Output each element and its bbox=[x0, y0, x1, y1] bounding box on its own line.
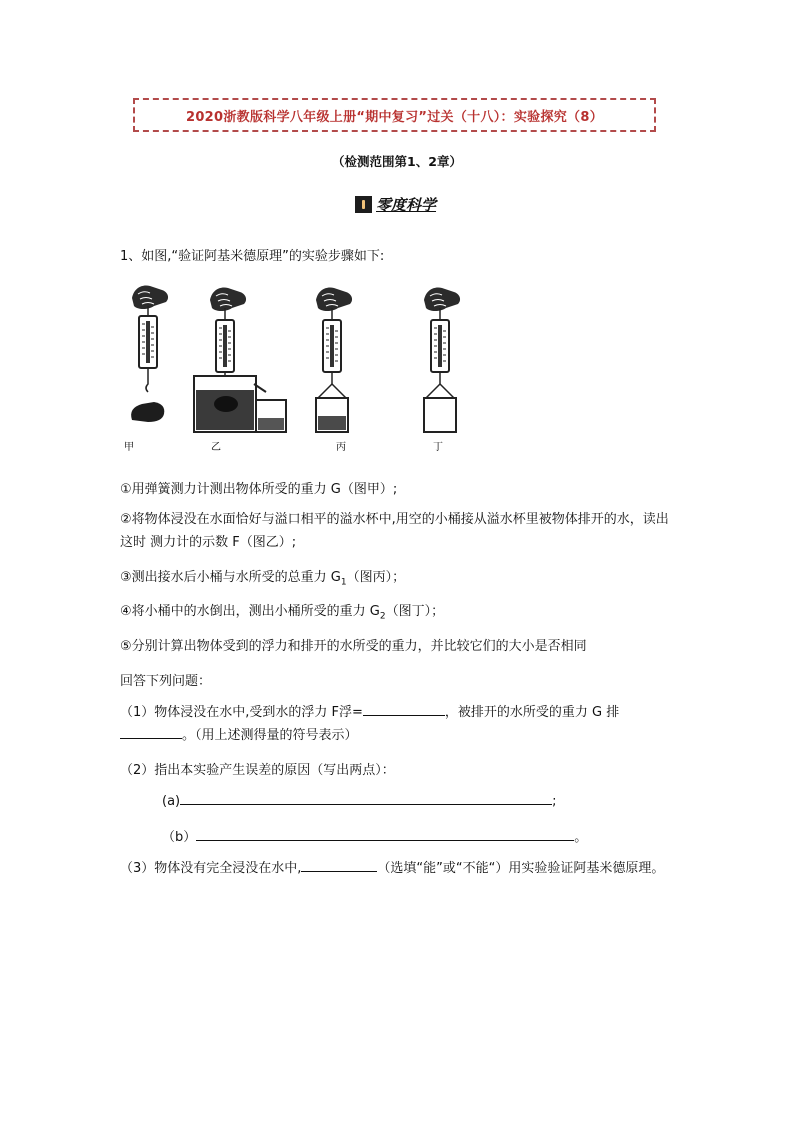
part-1-text-c: 。（用上述测得量的符号表示） bbox=[182, 728, 358, 743]
buoyancy-answer-blank[interactable] bbox=[363, 703, 445, 716]
step-2: ②将物体浸没在水面恰好与溢口相平的溢水杯中,用空的小桶接从溢水杯里被物体排开的水，读出这时 测力计的示数 F（图乙）; bbox=[120, 512, 669, 550]
step-3 bbox=[120, 566, 405, 588]
part-2-b-end: 。 bbox=[574, 830, 588, 845]
figure-label-bing: 丙 bbox=[336, 442, 346, 453]
experiment-figure bbox=[120, 280, 480, 460]
page-title: 2020浙教版科学八年级上册“期中复习”过关（十八）：实验探究（8） bbox=[185, 109, 603, 125]
step-1: ①用弹簧测力计测出物体所受的重力 G（图甲）; bbox=[120, 482, 398, 497]
step-4-sub: 2 bbox=[379, 611, 386, 622]
step-4-text: ④将小桶中的水倒出，测出小桶所受的重力 G bbox=[120, 604, 380, 619]
step-5: ⑤分别计算出物体受到的浮力和排开的水所受的重力，并比较它们的大小是否相同 bbox=[120, 639, 587, 654]
part-3-text-b: （选填“能”或“不能“）用实验验证阿基米德原理。 bbox=[377, 861, 665, 876]
brand-name: 零度科学 bbox=[376, 196, 437, 214]
part-3 bbox=[120, 857, 680, 880]
part-2-a-end: ; bbox=[552, 794, 557, 809]
question-intro: 1、如图,“验证阿基米德原理”的实验步骤如下: bbox=[120, 249, 385, 264]
part-2-a bbox=[162, 792, 557, 809]
candle-logo-icon bbox=[355, 196, 372, 213]
part-2-a-label: (a) bbox=[162, 794, 181, 809]
error-reason-a-blank[interactable] bbox=[180, 792, 552, 805]
step-3-tail: （图丙）； bbox=[346, 570, 406, 585]
part-1-text-b: ，被排开的水所受的重力 G 排 bbox=[444, 705, 620, 720]
setup-bing bbox=[316, 288, 352, 433]
step-3-text: ③测出接水后小桶与水所受的总重力 G bbox=[120, 570, 341, 585]
part-2-prompt: （2）指出本实验产生误差的原因（写出两点）： bbox=[120, 763, 395, 778]
figure-label-ding: 丁 bbox=[433, 442, 443, 453]
brand-logo bbox=[355, 194, 436, 215]
scope-subtitle: （检测范围第1、2章） bbox=[332, 154, 462, 169]
title-banner bbox=[133, 98, 656, 132]
figure-label-yi: 乙 bbox=[211, 442, 221, 453]
error-reason-b-blank[interactable] bbox=[196, 828, 574, 841]
part-3-text-a: （3）物体没有完全浸没在水中, bbox=[120, 861, 302, 876]
step-4-tail: （图丁）； bbox=[385, 604, 445, 619]
part-2-b-label: （b） bbox=[162, 830, 197, 845]
setup-yi bbox=[194, 288, 286, 433]
setup-ding bbox=[424, 288, 460, 433]
figure-label-jia: 甲 bbox=[124, 442, 134, 453]
part-2-b bbox=[162, 826, 587, 845]
part-1-text-a: （1）物体浸没在水中,受到水的浮力 F浮= bbox=[120, 705, 363, 720]
setup-jia bbox=[131, 286, 168, 423]
can-or-cannot-blank[interactable] bbox=[301, 859, 377, 872]
step-3-sub: 1 bbox=[340, 577, 347, 588]
answer-prompt: 回答下列问题： bbox=[120, 674, 212, 689]
step-4 bbox=[120, 600, 444, 622]
displaced-weight-answer-blank[interactable] bbox=[120, 726, 182, 739]
part-1 bbox=[120, 701, 680, 747]
